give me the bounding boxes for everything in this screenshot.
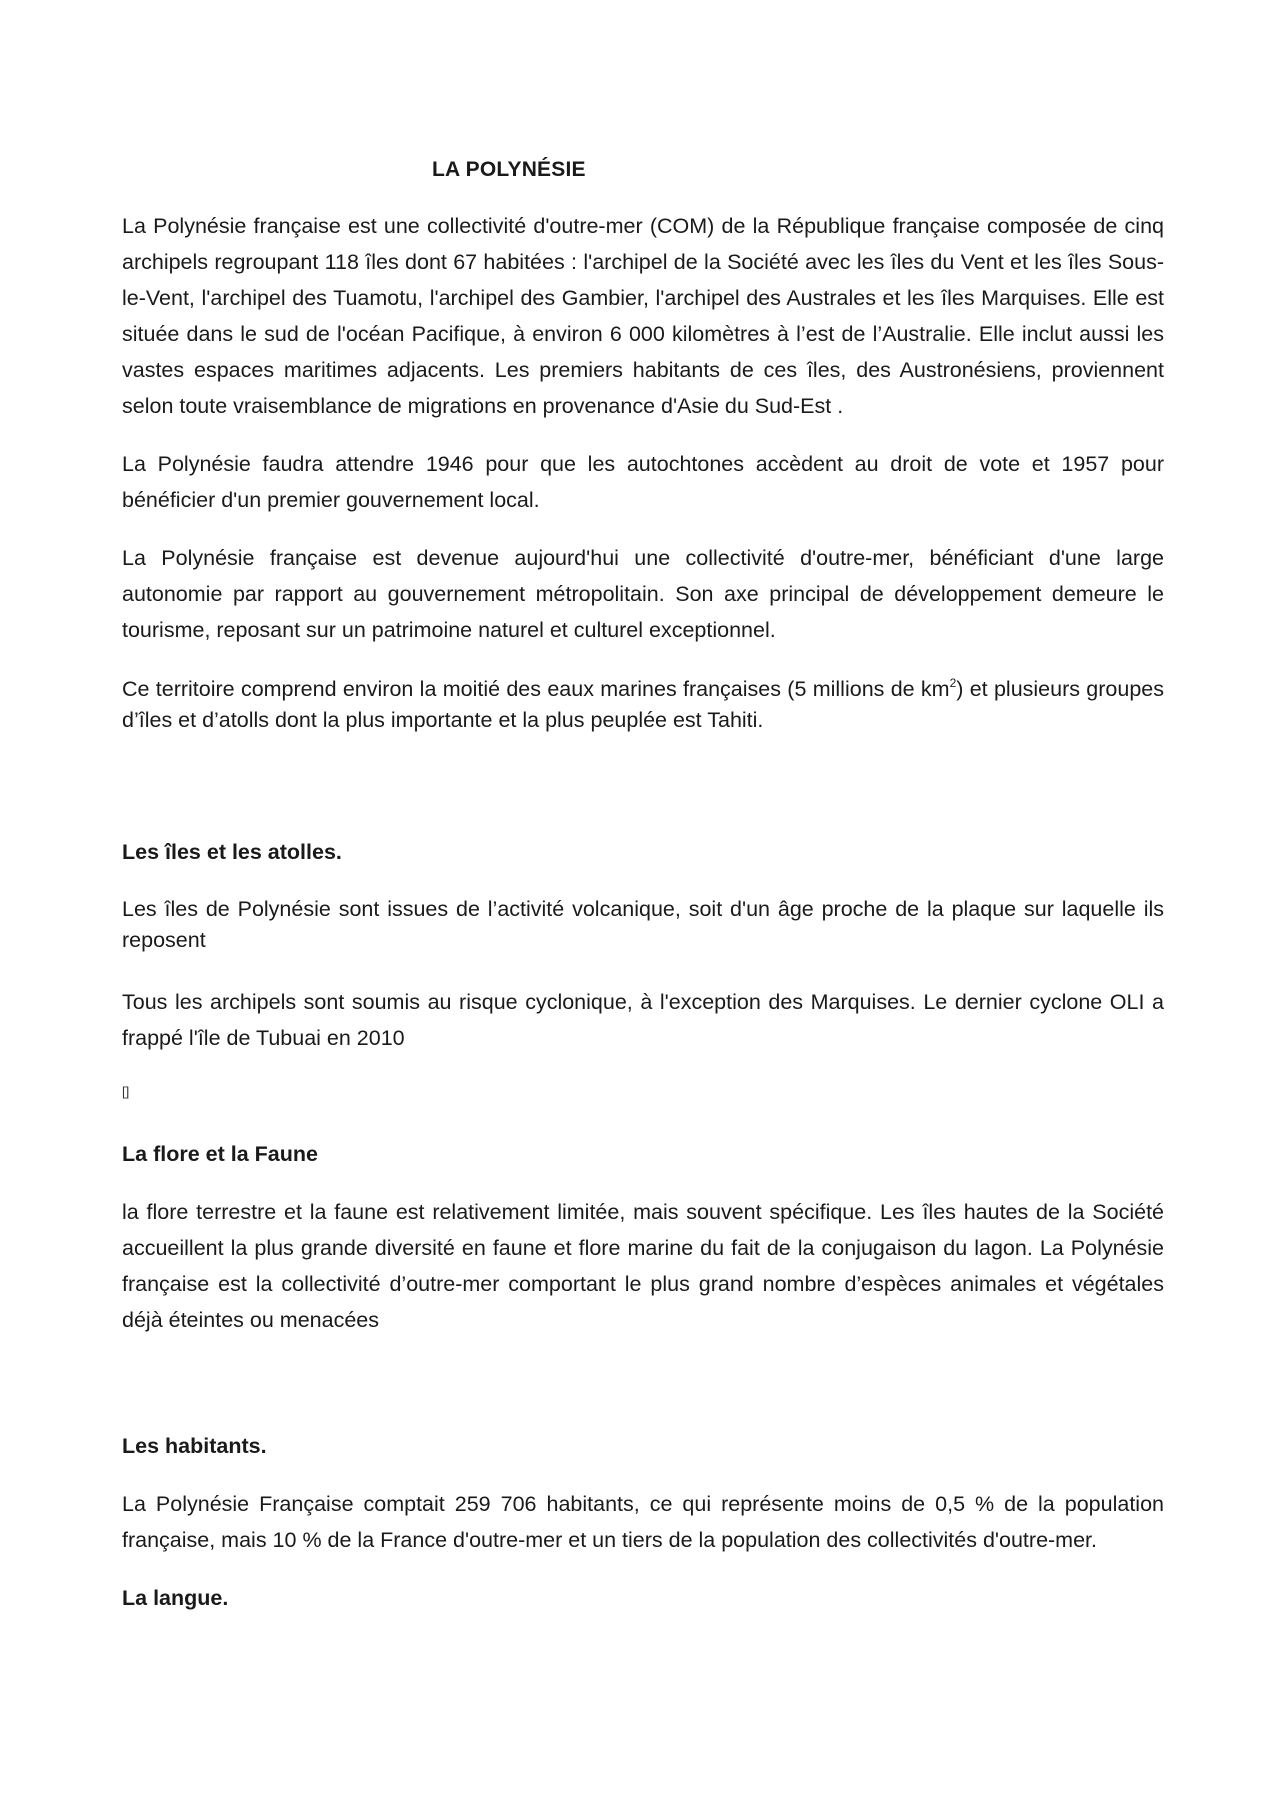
superscript-2: 2	[949, 676, 957, 690]
section-heading-inhabitants: Les habitants.	[122, 1434, 267, 1458]
document-body	[122, 152, 1164, 1616]
islands-paragraph-2: Tous les archipels sont soumis au risque cyclonique, à l'exception des Marquises. Le dernier cyclone OLI a frappé l'île de Tubuai en 2010	[122, 990, 1164, 1050]
intro-paragraph-4	[122, 674, 1164, 736]
section-heading-islands: Les îles et les atolles.	[122, 840, 342, 864]
islands-paragraph-1: Les îles de Polynésie sont issues de l’activité volcanique, soit d'un âge proche de la plaque sur laquelle ils reposent	[122, 897, 1164, 952]
intro-paragraph-2: La Polynésie faudra attendre 1946 pour que les autochtones accèdent au droit de vote et 1957 pour bénéficier d'un premier gouvernement local.	[122, 452, 1164, 512]
placeholder-marker: []	[122, 1084, 130, 1099]
inhabitants-paragraph-1: La Polynésie Française comptait 259 706 habitants, ce qui représente moins de 0,5 % de la population française, mais 10 % de la France d'outre-mer et un tiers de la population des collectivités d'outre-mer.	[122, 1492, 1164, 1552]
intro-paragraph-1: La Polynésie française est une collectivité d'outre-mer (COM) de la République française composée de cinq archipels regroupant 118 îles dont 67 habitées : l'archipel de la Société avec les îles du Vent et les îles Sous-le-Vent, l'archipel des Tuamotu, l'archipel des Gambier, l'archipel des Australes et les îles Marquises. Elle est située dans le sud de l'océan Pacifique, à environ 6 000 kilomètres à l’est de l’Australie. Elle inclut aussi les vastes espaces maritimes adjacents. Les premiers habitants de ces îles, des Austronésiens, proviennent selon toute vraisemblance de migrations en provenance d'Asie du Sud-Est .	[122, 214, 1164, 418]
section-heading-flora: La flore et la Faune	[122, 1142, 318, 1166]
section-heading-language: La langue.	[122, 1586, 229, 1610]
intro-paragraph-4-text: Ce territoire comprend environ la moitié des eaux marines françaises (5 millions de km	[122, 677, 950, 701]
document-title: LA POLYNÉSIE	[432, 158, 586, 181]
flora-paragraph-1: la flore terrestre et la faune est relativement limitée, mais souvent spécifique. Les îles hautes de la Société accueillent la plus grande diversité en faune et flore marine du fait de la conjugaison du lagon. La Polynésie française est la collectivité d’outre-mer comportant le plus grand nombre d’espèces animales et végétales déjà éteintes ou menacées	[122, 1200, 1164, 1332]
intro-paragraph-4-text-end: ) et plusieurs groupes d’îles et d’atolls dont la plus importante et la plus peuplée est Tahiti.	[122, 677, 1164, 732]
intro-paragraph-3: La Polynésie française est devenue aujourd'hui une collectivité d'outre-mer, bénéficiant d'une large autonomie par rapport au gouvernement métropolitain. Son axe principal de développement demeure le tourisme, reposant sur un patrimoine naturel et culturel exceptionnel.	[122, 546, 1164, 642]
